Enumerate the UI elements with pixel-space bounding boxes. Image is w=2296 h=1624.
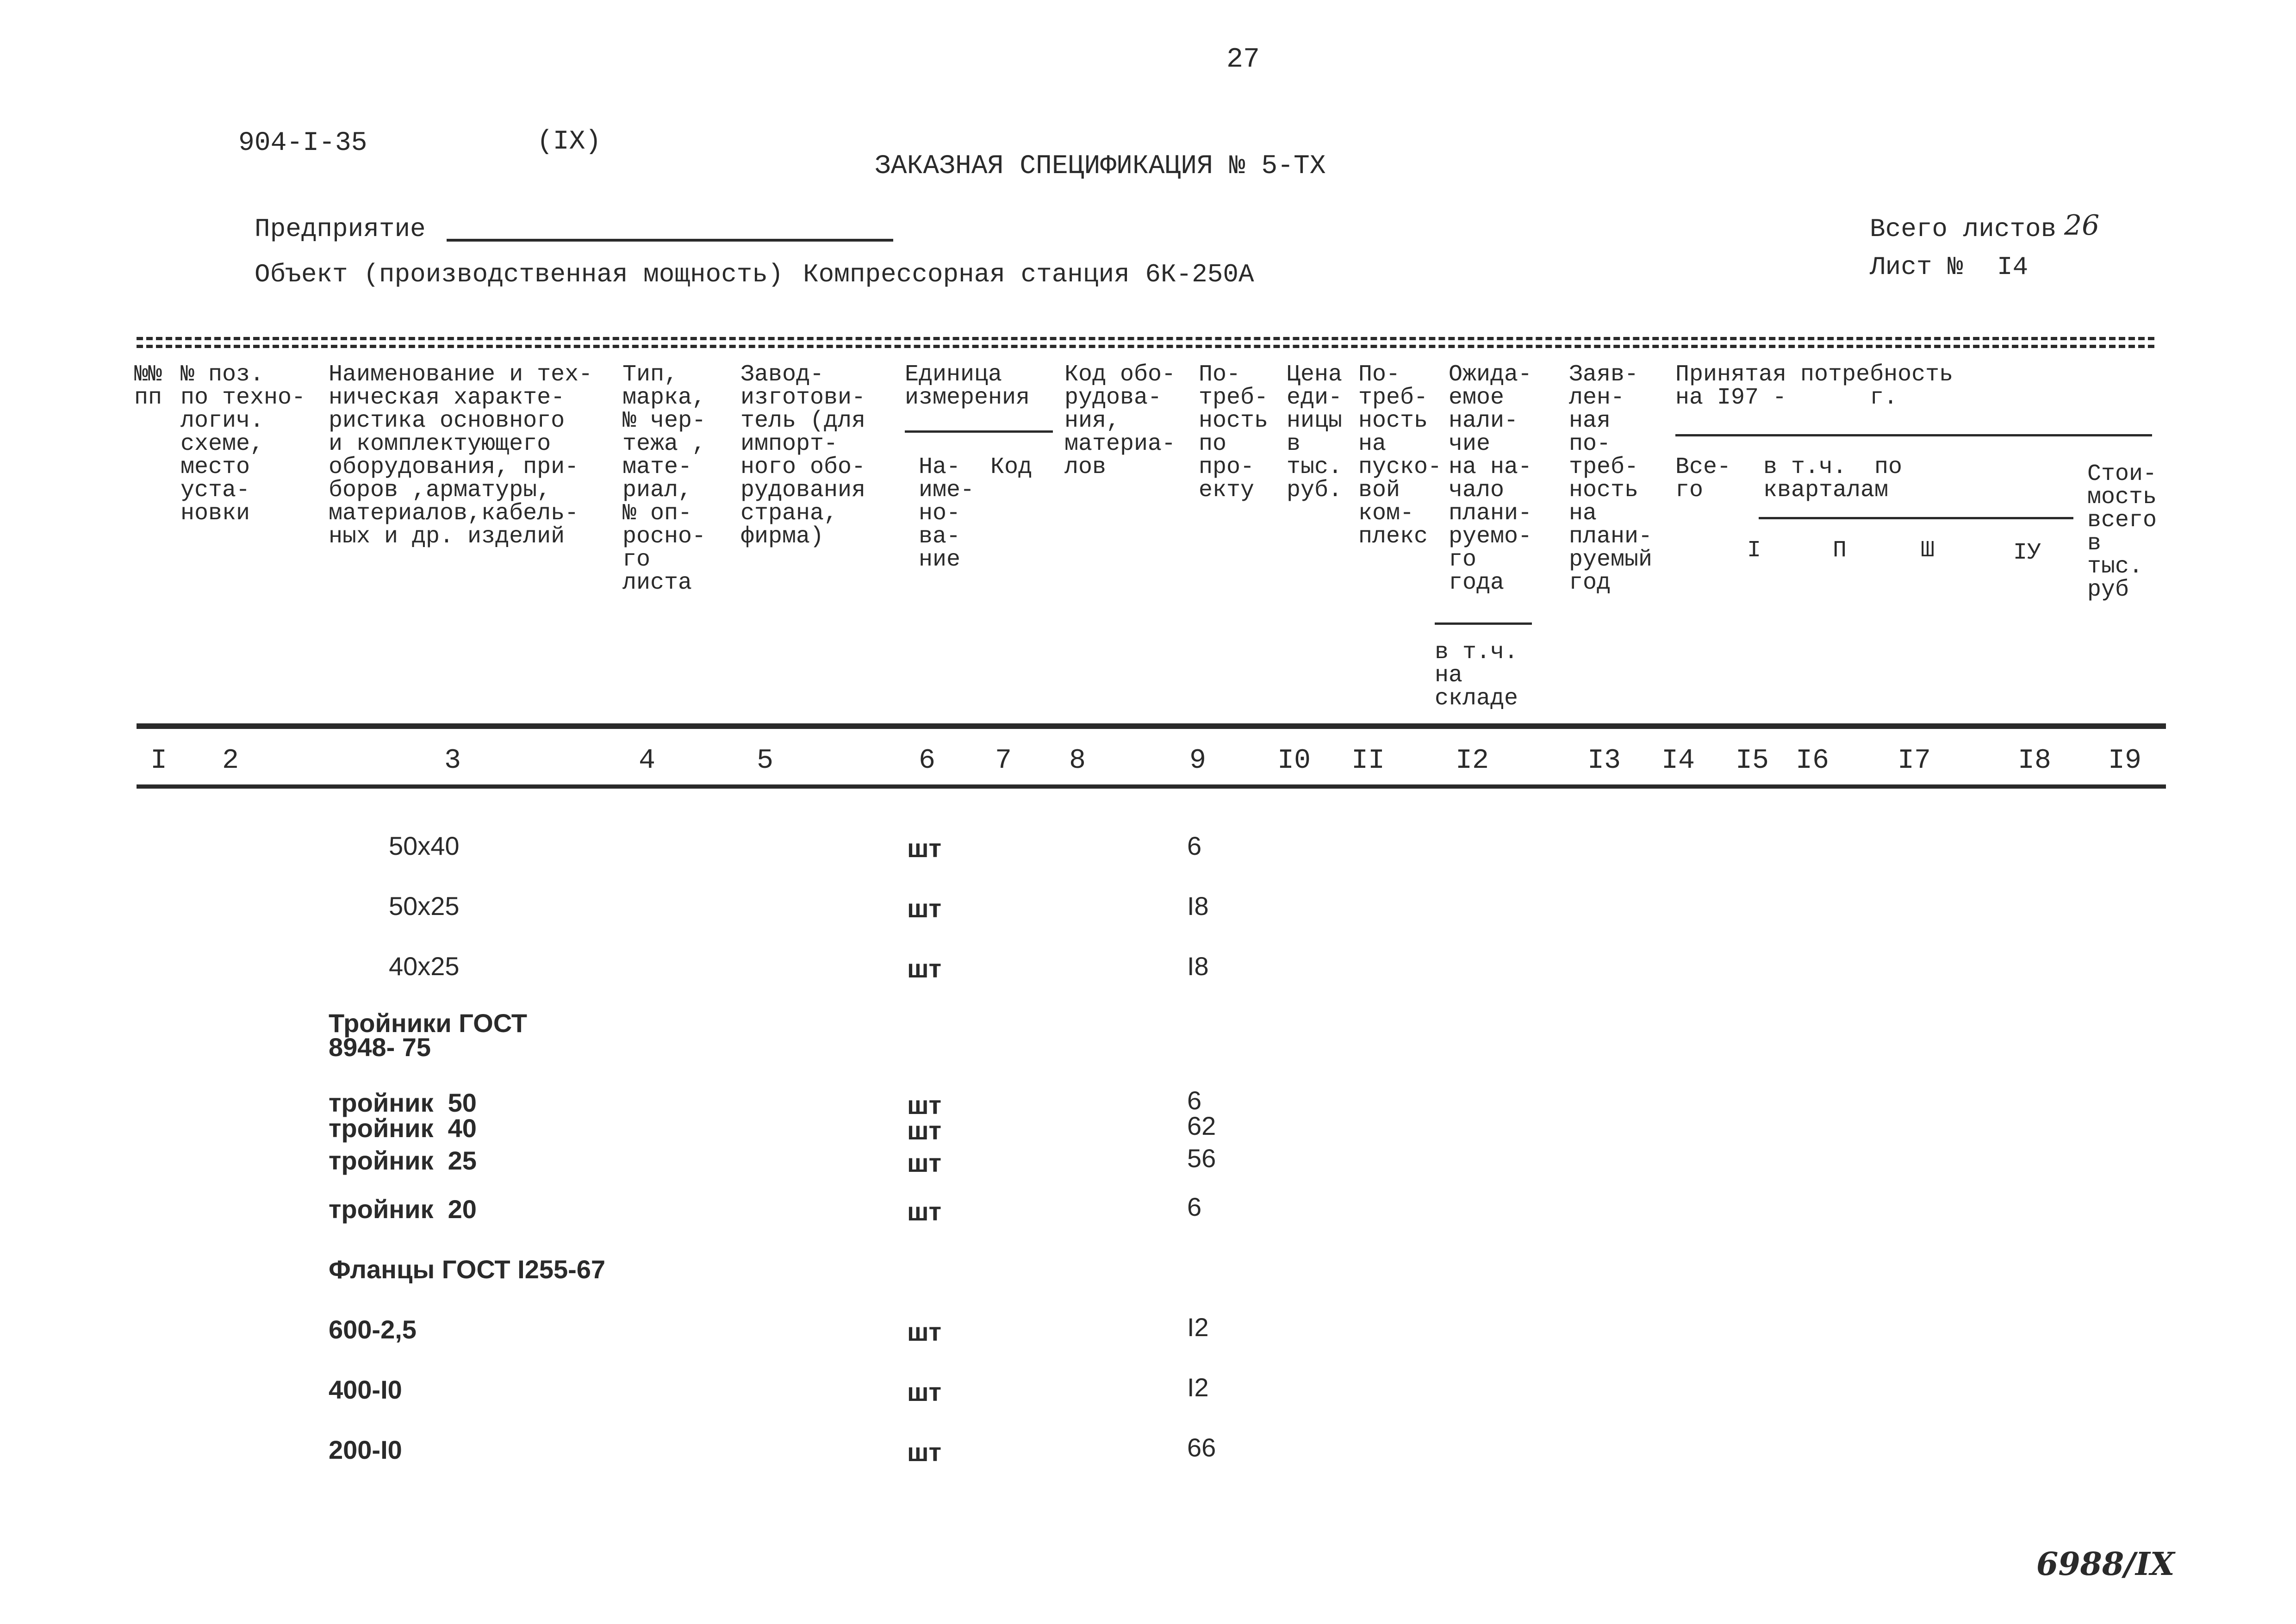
- row-unit: шт: [907, 1148, 942, 1177]
- header-col-2: № поз. по техно- логич. схеме, место уста- новки: [180, 361, 306, 527]
- header-col-3: Наименование и тех- ническая характе- ристика основного и комплектующего оборудования, при- боров ,арматуры, материалов,кабель- ных и др. изделий: [329, 361, 593, 550]
- header-col-14: Все- го: [1675, 454, 1731, 504]
- row-unit: шт: [907, 1317, 942, 1346]
- header-col-6-7-group: Единица измерения: [905, 361, 1030, 411]
- col-number-15: I5: [1736, 745, 1769, 777]
- header-col-9: По- треб- ность по про- екту: [1199, 361, 1269, 504]
- col-number-17: I7: [1898, 745, 1931, 777]
- col-number-1: I: [150, 745, 168, 777]
- row-name: 50х25: [389, 891, 460, 921]
- row-qty: I2: [1187, 1313, 1209, 1342]
- row-qty: 62: [1187, 1111, 1216, 1140]
- inventory-number: 6988/IX: [2036, 1546, 2175, 1583]
- header-col-11: По- треб- ность на пуско- вой ком- плекс: [1358, 361, 1442, 550]
- object-label: Объект (производственная мощность): [255, 260, 784, 289]
- total-sheets-value: 26: [2064, 209, 2100, 242]
- enterprise-field-line: [447, 239, 893, 242]
- object-value: Компрессорная станция 6К-250А: [803, 260, 1254, 289]
- header-quarter-4: IУ: [2013, 540, 2041, 566]
- header-col-8: Код обо- рудова- ния, материа- лов: [1064, 361, 1176, 480]
- col-number-12: I2: [1456, 745, 1489, 777]
- col-number-9: 9: [1189, 745, 1207, 777]
- row-name: тройник 25: [329, 1146, 477, 1175]
- col-number-14: I4: [1661, 745, 1695, 777]
- row-qty: I8: [1187, 952, 1209, 981]
- row-name: 200-I0: [329, 1435, 402, 1464]
- sheet-value: I4: [1997, 252, 2028, 282]
- col-number-2: 2: [222, 745, 239, 777]
- row-qty: 6: [1187, 831, 1202, 860]
- row-qty: 66: [1187, 1433, 1216, 1462]
- header-col-12: Ожида- емое нали- чие на на- чало плани- руемо- го года: [1449, 361, 1532, 596]
- col-number-8: 8: [1069, 745, 1086, 777]
- header-quarter-divider: [1759, 517, 2073, 519]
- page-number: 27: [1226, 44, 1260, 75]
- row-unit: шт: [907, 1116, 942, 1145]
- col-number-11: II: [1351, 745, 1385, 777]
- row-qty: I2: [1187, 1373, 1209, 1402]
- header-group-divider: [1675, 434, 2152, 436]
- row-qty: I8: [1187, 891, 1209, 921]
- row-unit: шт: [907, 1437, 942, 1467]
- top-rule-upper: [137, 337, 2154, 340]
- header-col-5: Завод- изготови- тель (для импорт- ного обо- рудования страна, фирма): [740, 361, 866, 550]
- sheet-label: Лист №: [1870, 252, 1963, 282]
- header-quarter-1: I: [1747, 537, 1761, 564]
- col-number-18: I8: [2018, 745, 2052, 777]
- row-qty: 6: [1187, 1192, 1202, 1221]
- header-bottom-rule: [137, 723, 2166, 729]
- col-number-6: 6: [919, 745, 936, 777]
- row-name: 50х40: [389, 831, 460, 860]
- col-number-16: I6: [1796, 745, 1829, 777]
- header-group-14-18: Принятая потребность на I97 - г.: [1675, 361, 1954, 411]
- document-title: ЗАКАЗНАЯ СПЕЦИФИКАЦИЯ № 5-ТХ: [875, 151, 1326, 181]
- col-number-3: 3: [444, 745, 461, 777]
- header-unit-divider: [905, 430, 1053, 433]
- header-col-15-18-group: в т.ч. по кварталам: [1763, 454, 1903, 504]
- row-unit: шт: [907, 1377, 942, 1406]
- group-heading-flanges: Фланцы ГОСТ I255-67: [329, 1255, 606, 1284]
- header-col-6: На- име- но- ва- ние: [919, 454, 975, 573]
- header-col-13: Заяв- лен- ная по- треб- ность на плани- руемый год: [1569, 361, 1653, 596]
- header-quarter-2: П: [1833, 537, 1847, 564]
- row-unit: шт: [907, 1090, 942, 1120]
- row-name: 400-I0: [329, 1375, 402, 1404]
- top-rule-lower: [137, 345, 2154, 348]
- row-unit: шт: [907, 1197, 942, 1226]
- col-number-7: 7: [995, 745, 1012, 777]
- total-sheets-label: Всего листов: [1870, 214, 2057, 244]
- row-unit: шт: [907, 954, 942, 983]
- row-unit: шт: [907, 894, 942, 923]
- row-unit: шт: [907, 834, 942, 863]
- header-col-1: №№ пп: [134, 361, 162, 411]
- row-name: тройник 40: [329, 1114, 477, 1143]
- header-col-12-sub: в т.ч. на складе: [1435, 639, 1518, 712]
- row-name: тройник 20: [329, 1195, 477, 1224]
- row-qty: 6: [1187, 1086, 1202, 1115]
- col-number-19: I9: [2108, 745, 2142, 777]
- row-name: 600-2,5: [329, 1315, 417, 1344]
- column-numbers-rule: [137, 784, 2166, 789]
- row-name: тройник 50: [329, 1088, 477, 1117]
- header-quarter-3: Ш: [1921, 537, 1935, 564]
- header-col-12-divider: [1435, 622, 1532, 625]
- col-number-5: 5: [757, 745, 774, 777]
- enterprise-label: Предприятие: [255, 214, 426, 244]
- col-number-10: I0: [1277, 745, 1311, 777]
- document-code: 904-I-35: [238, 128, 367, 158]
- col-number-13: I3: [1587, 745, 1621, 777]
- row-name: 40х25: [389, 952, 460, 981]
- header-col-10: Цена еди- ницы в тыс. руб.: [1287, 361, 1343, 504]
- header-col-7: Код: [990, 454, 1033, 480]
- header-col-4: Тип, марка, № чер- тежа , мате- риал, № оп- росно- го листа: [622, 361, 706, 596]
- group-heading-tees: Тройники ГОСТ 8948- 75: [329, 1008, 527, 1062]
- document-part: (IX): [537, 127, 602, 157]
- header-col-19: Стои- мость всего в тыс. руб: [2087, 461, 2157, 603]
- col-number-4: 4: [639, 745, 656, 777]
- row-qty: 56: [1187, 1144, 1216, 1173]
